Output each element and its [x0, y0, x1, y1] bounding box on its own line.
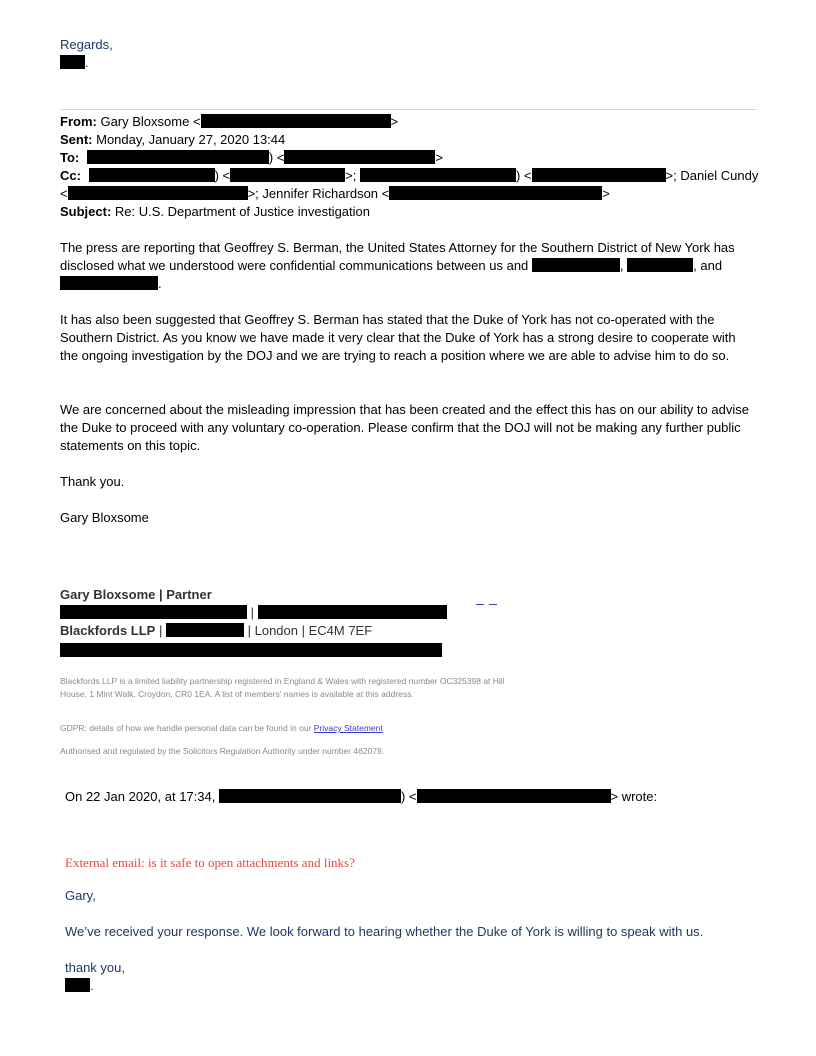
cc-line-2 [60, 185, 610, 203]
regards-text: Regards, [60, 37, 113, 52]
redaction-block [284, 150, 435, 164]
signature-contact-line [60, 604, 447, 622]
cc-part: ) < [515, 168, 532, 183]
redaction-block [68, 186, 248, 200]
redaction-block [627, 258, 693, 272]
redaction-block [219, 789, 401, 803]
redaction-block [60, 55, 85, 69]
sent-line [60, 131, 285, 149]
firm-location: | London | EC4M 7EF [247, 623, 373, 638]
redaction-block [60, 605, 247, 619]
pipe-separator: | [158, 623, 163, 638]
from-label: From: [60, 114, 97, 129]
cc-part: < [60, 186, 68, 201]
cc-part: > [602, 186, 610, 201]
cc-part: >; Jennifer Richardson < [247, 186, 390, 201]
quoted-greeting: Gary, [65, 888, 96, 903]
comma: , [693, 258, 697, 273]
sent-label: Sent: [60, 132, 93, 147]
signature-firm-line [60, 622, 372, 640]
redaction-block [389, 186, 602, 200]
from-line [60, 113, 398, 131]
redaction-block [417, 789, 611, 803]
quoted-redacted-signer [65, 977, 94, 995]
quoted-intro-text: On 22 Jan 2020, at 17:34, [65, 789, 216, 804]
signoff-name: Gary Bloxsome [60, 510, 149, 525]
redaction-block [230, 168, 345, 182]
period: . [158, 276, 162, 291]
signature-redacted-line [60, 642, 442, 660]
legal-disclaimer: Blackfords LLP is a limited liability partnership registered in England & Wales with registered number OC325398 at Hill House, 1 Mint Walk, Croydon, CR0 1EA. A list of members' names is available at this address. [60, 676, 505, 699]
pipe-separator: | [250, 605, 255, 620]
cc-label: Cc: [60, 168, 81, 183]
subject-line [60, 203, 370, 221]
signature-name-title: Gary Bloxsome | Partner [60, 587, 212, 602]
quoted-intro-text: ) < [400, 789, 417, 804]
redaction-block [532, 258, 620, 272]
quoted-intro [65, 788, 657, 806]
cc-line [60, 167, 758, 185]
link-underline-marks [476, 604, 498, 607]
sra-notice: Authorised and regulated by the Solicitors Regulation Authority under number 462078. [60, 746, 385, 756]
from-name: Gary Bloxsome < [100, 114, 201, 129]
comma: , [619, 258, 624, 273]
redaction-block [65, 978, 90, 992]
paragraph-text: and [700, 258, 723, 273]
firm-name: Blackfords LLP [60, 623, 156, 638]
divider [60, 109, 757, 110]
body-paragraph-1 [60, 239, 750, 293]
gdpr-text: GDPR: details of how we handle personal data can be found in our [60, 723, 312, 733]
to-label: To: [60, 150, 80, 165]
redaction-block [60, 276, 158, 290]
from-end: > [390, 114, 399, 129]
quoted-thanks: thank you, [65, 960, 125, 975]
paragraph-text: The press are reporting that Geoffrey S. Berman, the United States Attorney for the Southern District of New York has disclosed what we understood were confidential communications between us and [60, 240, 735, 273]
cc-part: >; [345, 168, 357, 183]
redaction-block [532, 168, 666, 182]
body-paragraph-3: We are concerned about the misleading impression that has been created and the effect this has on our ability to advise the Duke to proceed with any voluntary co-operation. Please confirm that the DOJ will not be making any further public statements on this topic. [60, 402, 749, 453]
privacy-statement-link[interactable]: Privacy Statement [313, 723, 383, 733]
redaction-block [87, 150, 269, 164]
subject-label: Subject: [60, 204, 112, 219]
redaction-block [89, 168, 215, 182]
redaction-block [258, 605, 447, 619]
thank-you-text: Thank you. [60, 474, 125, 489]
redaction-block [166, 623, 244, 637]
to-end: > [435, 150, 444, 165]
sent-value: Monday, January 27, 2020 13:44 [96, 132, 286, 147]
cc-part: >; Daniel Cundy [665, 168, 759, 183]
to-mid: ) < [268, 150, 285, 165]
external-email-warning: External email: is it safe to open attachments and links? [65, 855, 355, 870]
period: . [85, 55, 89, 70]
subject-value: Re: U.S. Department of Justice investigation [114, 204, 370, 219]
cc-part: ) < [214, 168, 231, 183]
to-line [60, 149, 443, 167]
body-paragraph-2: It has also been suggested that Geoffrey S. Berman has stated that the Duke of York has not co-operated with the Southern District. As you know we have made it very clear that the Duke of York has a strong desire to cooperate with the ongoing investigation by the DOJ and we are trying to reach a position where we are able to advise him to do so. [60, 312, 736, 363]
redaction-block [360, 168, 516, 182]
period: . [90, 978, 94, 993]
redacted-signer [60, 54, 89, 72]
redaction-block [201, 114, 391, 128]
quoted-message: We’ve received your response. We look forward to hearing whether the Duke of York is willing to speak with us. [65, 924, 704, 939]
gdpr-notice [60, 723, 383, 733]
redaction-block [60, 643, 442, 657]
quoted-intro-text: > wrote: [610, 789, 658, 804]
